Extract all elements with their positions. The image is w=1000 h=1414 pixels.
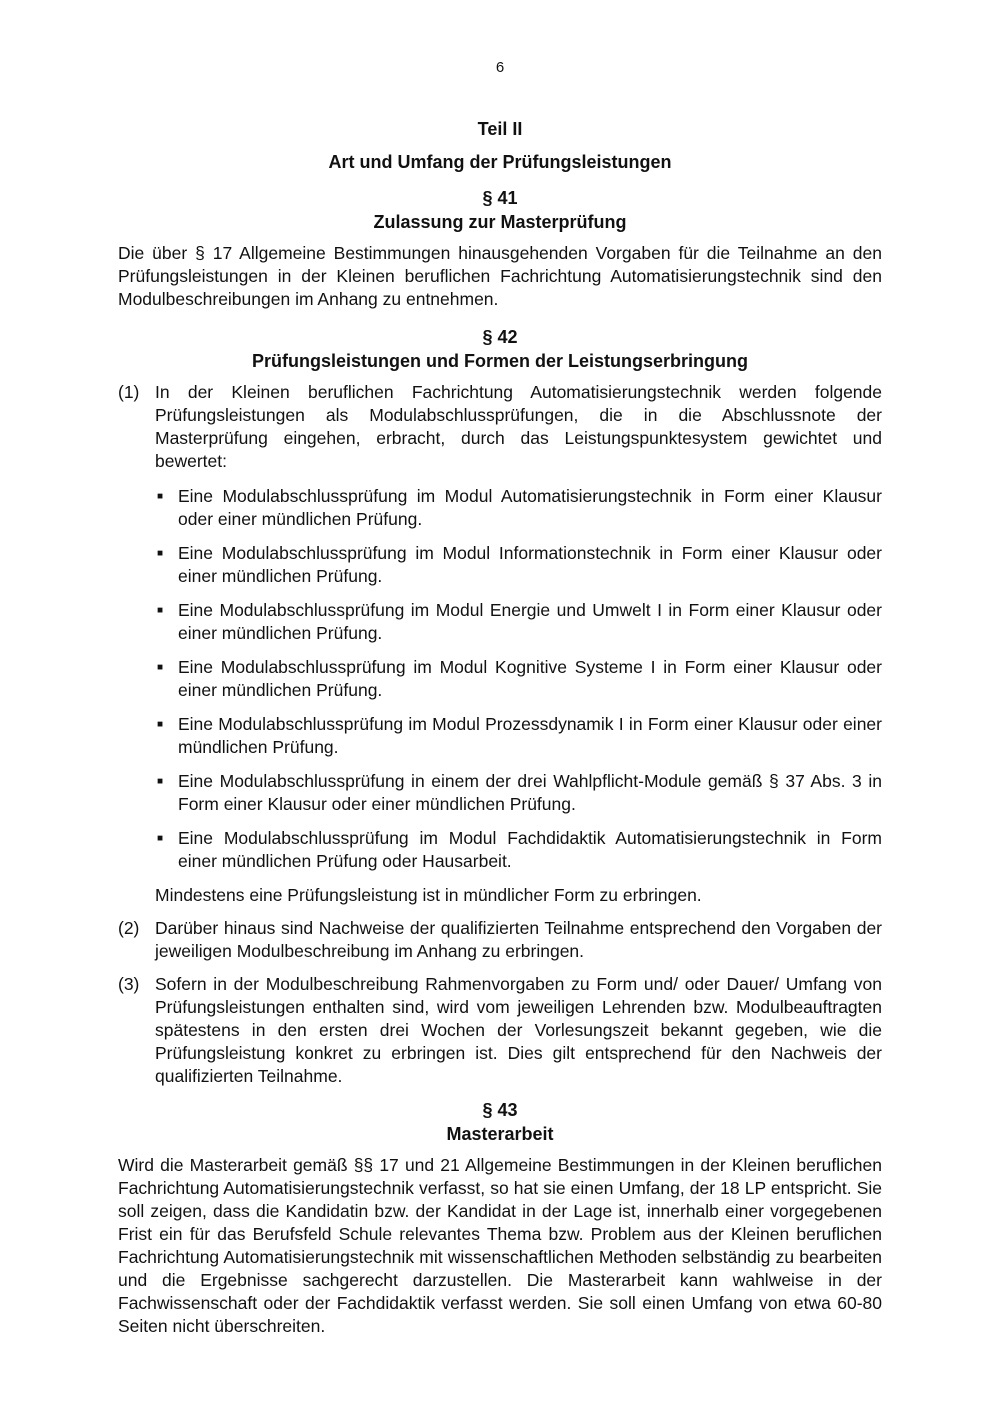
part-subtitle: Art und Umfang der Prüfungsleistungen — [328, 152, 672, 172]
list-item — [155, 827, 882, 873]
section-number: § 41 — [482, 188, 518, 208]
paragraph-2 — [118, 917, 882, 963]
bullet-square-icon: ■ — [157, 548, 164, 559]
list-item — [155, 770, 882, 816]
section-43 — [118, 1098, 882, 1338]
section-number: § 42 — [482, 327, 518, 347]
list-item — [155, 485, 882, 531]
section-title: Prüfungsleistungen und Formen der Leistungserbringung — [251, 351, 748, 371]
list-item-text: Eine Modulabschlussprüfung in einem der drei Wahlpflicht-Module gemäß § 37 Abs. 3 in Form einer Klausur oder einer mündlichen Prüfung. — [178, 771, 882, 814]
paragraph-text: Darüber hinaus sind Nachweise der qualifizierten Teilnahme entsprechend den Vorgaben der jeweiligen Modulbeschreibung im Anhang zu erbringen. — [155, 918, 882, 961]
list-item — [155, 713, 882, 759]
paragraph-label: (2) — [118, 918, 140, 938]
list-item-text: Eine Modulabschlussprüfung im Modul Fachdidaktik Automatisierungstechnik in Form einer mündlichen Prüfung oder Hausarbeit. — [178, 828, 882, 871]
bullet-square-icon: ■ — [157, 662, 164, 673]
list-item-text: Eine Modulabschlussprüfung im Modul Prozessdynamik I in Form einer Klausur oder einer mündlichen Prüfung. — [178, 714, 882, 757]
section-41 — [118, 186, 882, 311]
page-number: 6 — [495, 59, 505, 76]
list-item — [155, 656, 882, 702]
list-item — [155, 542, 882, 588]
paragraph-body — [155, 381, 882, 907]
section-text: Die über § 17 Allgemeine Bestimmungen hinausgehenden Vorgaben für die Teilnahme an den Prüfungsleistungen in der Kleinen beruflichen Fachrichtung Automatisierungstechnik sind den Modulbeschreibungen im Anhang zu entnehmen. — [118, 243, 882, 309]
bullet-square-icon: ■ — [157, 719, 164, 730]
part-title: Teil II — [477, 119, 523, 139]
paragraph-intro: In der Kleinen beruflichen Fachrichtung Automatisierungstechnik werden folgende Prüfungsleistungen als Modulabschlussprüfungen, die in die Abschlussnote der Masterprüfung eingehen, erbracht, durch das Leistungspunktesystem gewichtet und bewertet: — [155, 382, 882, 471]
list-item — [155, 599, 882, 645]
section-title: Masterarbeit — [446, 1124, 554, 1144]
paragraph-label: (3) — [118, 974, 140, 994]
paragraph-text: Sofern in der Modulbeschreibung Rahmenvorgaben zu Form und/ oder Dauer/ Umfang von Prüfungsleistungen enthalten sind, wird vom jeweiligen Lehrenden bzw. Modulbeauftragten spätestens in den ersten drei Wochen der Vorlesungszeit bekannt gegeben, wie die Prüfungsleistung konkret zu erbringen ist. Dies gilt entsprechend für den Nachweis der qualifizierten Teilnahme. — [155, 974, 882, 1086]
paragraph-3 — [118, 973, 882, 1088]
bullet-square-icon: ■ — [157, 491, 164, 502]
document-page — [118, 58, 882, 1352]
paragraph-1 — [118, 381, 882, 907]
bullet-square-icon: ■ — [157, 776, 164, 787]
section-42 — [118, 325, 882, 1088]
list-item-text: Eine Modulabschlussprüfung im Modul Kognitive Systeme I in Form einer Klausur oder einer mündlichen Prüfung. — [178, 657, 882, 700]
list-item-text: Eine Modulabschlussprüfung im Modul Energie und Umwelt I in Form einer Klausur oder einer mündlichen Prüfung. — [178, 600, 882, 643]
paragraph-label: (1) — [118, 382, 140, 402]
bullet-square-icon: ■ — [157, 605, 164, 616]
section-number: § 43 — [482, 1100, 518, 1120]
list-item-text: Eine Modulabschlussprüfung im Modul Informationstechnik in Form einer Klausur oder einer mündlichen Prüfung. — [178, 543, 882, 586]
exam-list — [155, 485, 882, 873]
list-item-text: Eine Modulabschlussprüfung im Modul Automatisierungstechnik in Form einer Klausur oder einer mündlichen Prüfung. — [178, 486, 882, 529]
section-title: Zulassung zur Masterprüfung — [373, 212, 627, 232]
paragraph-closing: Mindestens eine Prüfungsleistung ist in mündlicher Form zu erbringen. — [155, 885, 702, 905]
section-text: Wird die Masterarbeit gemäß §§ 17 und 21 Allgemeine Bestimmungen in der Kleinen beruflichen Fachrichtung Automatisierungstechnik verfasst, so hat sie einen Umfang, der 18 LP entspricht. Sie soll zeigen, dass die Kandidatin bzw. der Kandidat in der Lage ist, innerhalb einer vorgegebenen Frist ein für das Berufsfeld Schule relevantes Thema bzw. Problem aus der Kleinen beruflichen Fachrichtung Automatisierungstechnik mit wissenschaftlichen Methoden selbständig zu bearbeiten und die Ergebnisse sachgerecht darzustellen. Die Masterarbeit kann wahlweise in der Fachwissenschaft oder der Fachdidaktik verfasst werden. Sie soll einen Umfang von etwa 60-80 Seiten nicht überschreiten. — [118, 1155, 882, 1336]
bullet-square-icon: ■ — [157, 833, 164, 844]
